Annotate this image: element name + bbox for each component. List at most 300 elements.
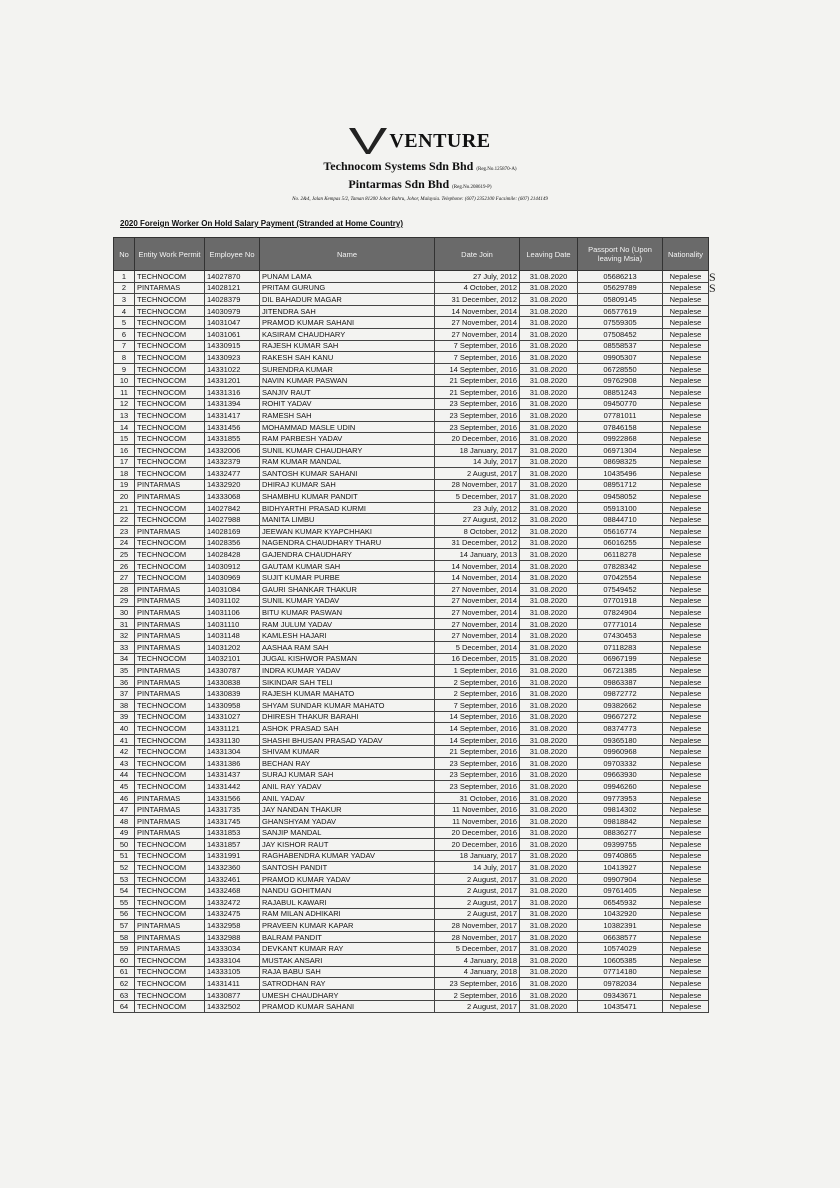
cell-passport-no: 10413927 bbox=[578, 862, 663, 874]
table-row bbox=[114, 421, 709, 433]
cell-leaving-date: 31.08.2020 bbox=[520, 595, 578, 607]
cell-passport-no: 09399755 bbox=[578, 839, 663, 851]
cell-nationality: Nepalese bbox=[663, 630, 709, 642]
cell-no: 37 bbox=[114, 688, 135, 700]
cell-leaving-date: 31.08.2020 bbox=[520, 421, 578, 433]
cell-name: PRAMOD KUMAR SAHANI bbox=[260, 1001, 435, 1013]
col-header-name: Name bbox=[260, 238, 435, 271]
cell-no: 23 bbox=[114, 526, 135, 538]
cell-leaving-date: 31.08.2020 bbox=[520, 352, 578, 364]
table-row bbox=[114, 398, 709, 410]
cell-nationality: Nepalese bbox=[663, 491, 709, 503]
cell-name: MUSTAK ANSARI bbox=[260, 955, 435, 967]
cell-no: 27 bbox=[114, 572, 135, 584]
table-row bbox=[114, 468, 709, 480]
cell-date-join: 23 September, 2016 bbox=[435, 398, 520, 410]
cell-passport-no: 06967199 bbox=[578, 653, 663, 665]
cell-date-join: 2 September, 2016 bbox=[435, 676, 520, 688]
cell-leaving-date: 31.08.2020 bbox=[520, 873, 578, 885]
cell-nationality: Nepalese bbox=[663, 421, 709, 433]
cell-leaving-date: 31.08.2020 bbox=[520, 885, 578, 897]
cell-no: 3 bbox=[114, 294, 135, 306]
table-row bbox=[114, 699, 709, 711]
cell-name: NAVIN KUMAR PASWAN bbox=[260, 375, 435, 387]
cell-nationality: Nepalese bbox=[663, 653, 709, 665]
cell-no: 7 bbox=[114, 340, 135, 352]
cell-employee-no: 14331201 bbox=[205, 375, 260, 387]
cell-leaving-date: 31.08.2020 bbox=[520, 908, 578, 920]
cell-leaving-date: 31.08.2020 bbox=[520, 769, 578, 781]
cell-passport-no: 06545932 bbox=[578, 897, 663, 909]
cell-name: RAMESH SAH bbox=[260, 410, 435, 422]
cell-entity: TECHNOCOM bbox=[135, 398, 205, 410]
cell-nationality: Nepalese bbox=[663, 839, 709, 851]
cell-entity: TECHNOCOM bbox=[135, 989, 205, 1001]
cell-name: SANJIV RAUT bbox=[260, 386, 435, 398]
cell-nationality: Nepalese bbox=[663, 792, 709, 804]
cell-employee-no: 14031102 bbox=[205, 595, 260, 607]
cell-employee-no: 14027988 bbox=[205, 514, 260, 526]
cell-no: 42 bbox=[114, 746, 135, 758]
cell-no: 5 bbox=[114, 317, 135, 329]
cell-nationality: Nepalese bbox=[663, 479, 709, 491]
table-row bbox=[114, 653, 709, 665]
cell-nationality: Nepalese bbox=[663, 386, 709, 398]
cell-entity: TECHNOCOM bbox=[135, 328, 205, 340]
cell-passport-no: 09960968 bbox=[578, 746, 663, 758]
table-row bbox=[114, 328, 709, 340]
cell-entity: TECHNOCOM bbox=[135, 305, 205, 317]
cell-nationality: Nepalese bbox=[663, 920, 709, 932]
cell-employee-no: 14331735 bbox=[205, 804, 260, 816]
cell-name: RAJA BABU SAH bbox=[260, 966, 435, 978]
cell-employee-no: 14332461 bbox=[205, 873, 260, 885]
cell-entity: TECHNOCOM bbox=[135, 560, 205, 572]
cell-date-join: 2 August, 2017 bbox=[435, 908, 520, 920]
cell-leaving-date: 31.08.2020 bbox=[520, 584, 578, 596]
cell-nationality: Nepalese bbox=[663, 294, 709, 306]
company-1-name: Technocom Systems Sdn Bhd bbox=[323, 159, 474, 173]
cell-no: 49 bbox=[114, 827, 135, 839]
cell-passport-no: 08851243 bbox=[578, 386, 663, 398]
cell-passport-no: 06577619 bbox=[578, 305, 663, 317]
cell-employee-no: 14331316 bbox=[205, 386, 260, 398]
cell-passport-no: 09382662 bbox=[578, 699, 663, 711]
cell-date-join: 27 November, 2014 bbox=[435, 328, 520, 340]
cell-passport-no: 07042554 bbox=[578, 572, 663, 584]
table-header-row bbox=[114, 238, 709, 271]
cell-date-join: 7 September, 2016 bbox=[435, 352, 520, 364]
cell-name: SHASHI BHUSAN PRASAD YADAV bbox=[260, 734, 435, 746]
cell-passport-no: 07828342 bbox=[578, 560, 663, 572]
cell-date-join: 27 November, 2014 bbox=[435, 317, 520, 329]
cell-passport-no: 09773953 bbox=[578, 792, 663, 804]
company-address: No. 2&4, Jalan Kempas 5/2, Taman 81200 Johor Bahru, Johor, Malaysia. Telephone: (607) 2352100 Facsimile: (607) 2144149 bbox=[292, 197, 548, 202]
cell-nationality: Nepalese bbox=[663, 317, 709, 329]
cell-entity: TECHNOCOM bbox=[135, 711, 205, 723]
cell-passport-no: 07846158 bbox=[578, 421, 663, 433]
cell-date-join: 5 December, 2017 bbox=[435, 491, 520, 503]
cell-entity: PINTARMAS bbox=[135, 827, 205, 839]
cell-passport-no: 05809145 bbox=[578, 294, 663, 306]
cell-date-join: 2 August, 2017 bbox=[435, 1001, 520, 1013]
cell-leaving-date: 31.08.2020 bbox=[520, 804, 578, 816]
cell-entity: TECHNOCOM bbox=[135, 514, 205, 526]
cell-name: SHIVAM KUMAR bbox=[260, 746, 435, 758]
table-row bbox=[114, 572, 709, 584]
cell-employee-no: 14028121 bbox=[205, 282, 260, 294]
cell-date-join: 27 November, 2014 bbox=[435, 618, 520, 630]
cell-name: ANIL YADAV bbox=[260, 792, 435, 804]
col-header-entity: Entity Work Permit bbox=[135, 238, 205, 271]
cell-no: 10 bbox=[114, 375, 135, 387]
cell-name: GAJENDRA CHAUDHARY bbox=[260, 549, 435, 561]
cell-leaving-date: 31.08.2020 bbox=[520, 340, 578, 352]
table-row bbox=[114, 271, 709, 283]
cell-no: 9 bbox=[114, 363, 135, 375]
cell-name: PRAMOD KUMAR YADAV bbox=[260, 873, 435, 885]
cell-date-join: 23 September, 2016 bbox=[435, 978, 520, 990]
cell-date-join: 27 November, 2014 bbox=[435, 607, 520, 619]
cell-passport-no: 09450770 bbox=[578, 398, 663, 410]
cell-no: 28 bbox=[114, 584, 135, 596]
cell-no: 45 bbox=[114, 781, 135, 793]
cell-leaving-date: 31.08.2020 bbox=[520, 931, 578, 943]
table-row bbox=[114, 363, 709, 375]
cell-employee-no: 14331386 bbox=[205, 757, 260, 769]
cell-employee-no: 14331456 bbox=[205, 421, 260, 433]
table-row bbox=[114, 920, 709, 932]
cell-entity: PINTARMAS bbox=[135, 676, 205, 688]
cell-leaving-date: 31.08.2020 bbox=[520, 398, 578, 410]
cell-name: MANITA LIMBU bbox=[260, 514, 435, 526]
cell-name: DHIRAJ KUMAR SAH bbox=[260, 479, 435, 491]
cell-entity: TECHNOCOM bbox=[135, 317, 205, 329]
cell-nationality: Nepalese bbox=[663, 723, 709, 735]
cell-employee-no: 14330787 bbox=[205, 665, 260, 677]
cell-date-join: 14 September, 2016 bbox=[435, 734, 520, 746]
cell-nationality: Nepalese bbox=[663, 618, 709, 630]
cell-entity: PINTARMAS bbox=[135, 815, 205, 827]
cell-nationality: Nepalese bbox=[663, 502, 709, 514]
cell-passport-no: 09458052 bbox=[578, 491, 663, 503]
cell-nationality: Nepalese bbox=[663, 699, 709, 711]
cell-passport-no: 07771014 bbox=[578, 618, 663, 630]
cell-name: SURAJ KUMAR SAH bbox=[260, 769, 435, 781]
cell-no: 60 bbox=[114, 955, 135, 967]
cell-passport-no: 10435496 bbox=[578, 468, 663, 480]
cell-name: ASHOK PRASAD SAH bbox=[260, 723, 435, 735]
cell-no: 17 bbox=[114, 456, 135, 468]
cell-employee-no: 14331304 bbox=[205, 746, 260, 758]
cell-passport-no: 09922868 bbox=[578, 433, 663, 445]
cell-leaving-date: 31.08.2020 bbox=[520, 920, 578, 932]
cell-nationality: Nepalese bbox=[663, 572, 709, 584]
table-row bbox=[114, 502, 709, 514]
cell-no: 63 bbox=[114, 989, 135, 1001]
cell-nationality: Nepalese bbox=[663, 584, 709, 596]
cell-entity: PINTARMAS bbox=[135, 526, 205, 538]
cell-passport-no: 08951712 bbox=[578, 479, 663, 491]
cell-date-join: 18 January, 2017 bbox=[435, 850, 520, 862]
cell-nationality: Nepalese bbox=[663, 862, 709, 874]
cell-passport-no: 06638577 bbox=[578, 931, 663, 943]
cell-entity: TECHNOCOM bbox=[135, 723, 205, 735]
cell-entity: TECHNOCOM bbox=[135, 502, 205, 514]
cell-entity: TECHNOCOM bbox=[135, 885, 205, 897]
table-row bbox=[114, 491, 709, 503]
cell-no: 21 bbox=[114, 502, 135, 514]
cell-employee-no: 14030969 bbox=[205, 572, 260, 584]
cell-passport-no: 10432920 bbox=[578, 908, 663, 920]
cell-entity: PINTARMAS bbox=[135, 584, 205, 596]
cell-date-join: 2 August, 2017 bbox=[435, 873, 520, 885]
cell-leaving-date: 31.08.2020 bbox=[520, 479, 578, 491]
cell-no: 38 bbox=[114, 699, 135, 711]
cell-name: DEVKANT KUMAR RAY bbox=[260, 943, 435, 955]
cell-leaving-date: 31.08.2020 bbox=[520, 386, 578, 398]
cell-employee-no: 14331853 bbox=[205, 827, 260, 839]
cell-nationality: Nepalese bbox=[663, 815, 709, 827]
cell-date-join: 14 September, 2016 bbox=[435, 363, 520, 375]
cell-date-join: 5 December, 2017 bbox=[435, 943, 520, 955]
table-row bbox=[114, 549, 709, 561]
cell-no: 47 bbox=[114, 804, 135, 816]
cell-name: JAY KISHOR RAUT bbox=[260, 839, 435, 851]
cell-passport-no: 05629789 bbox=[578, 282, 663, 294]
margin-mark: S bbox=[709, 281, 716, 295]
cell-nationality: Nepalese bbox=[663, 676, 709, 688]
cell-passport-no: 06721385 bbox=[578, 665, 663, 677]
cell-date-join: 27 July, 2012 bbox=[435, 271, 520, 283]
table-row bbox=[114, 804, 709, 816]
cell-leaving-date: 31.08.2020 bbox=[520, 526, 578, 538]
col-header-employee-no: Employee No bbox=[205, 238, 260, 271]
cell-entity: TECHNOCOM bbox=[135, 850, 205, 862]
cell-passport-no: 06728550 bbox=[578, 363, 663, 375]
table-row bbox=[114, 352, 709, 364]
cell-no: 20 bbox=[114, 491, 135, 503]
cell-passport-no: 09740865 bbox=[578, 850, 663, 862]
cell-entity: TECHNOCOM bbox=[135, 386, 205, 398]
cell-employee-no: 14028428 bbox=[205, 549, 260, 561]
cell-nationality: Nepalese bbox=[663, 560, 709, 572]
cell-passport-no: 06118278 bbox=[578, 549, 663, 561]
cell-name: SATRODHAN RAY bbox=[260, 978, 435, 990]
company-1-reg: (Reg.No.125870-A) bbox=[476, 167, 517, 172]
cell-no: 59 bbox=[114, 943, 135, 955]
cell-entity: PINTARMAS bbox=[135, 630, 205, 642]
cell-date-join: 16 December, 2015 bbox=[435, 653, 520, 665]
cell-entity: TECHNOCOM bbox=[135, 955, 205, 967]
cell-name: ROHIT YADAV bbox=[260, 398, 435, 410]
cell-no: 13 bbox=[114, 410, 135, 422]
cell-no: 1 bbox=[114, 271, 135, 283]
cell-passport-no: 09761405 bbox=[578, 885, 663, 897]
document-title: 2020 Foreign Worker On Hold Salary Payment (Stranded at Home Country) bbox=[120, 219, 404, 228]
cell-passport-no: 09782034 bbox=[578, 978, 663, 990]
cell-employee-no: 14332379 bbox=[205, 456, 260, 468]
cell-leaving-date: 31.08.2020 bbox=[520, 433, 578, 445]
cell-no: 15 bbox=[114, 433, 135, 445]
cell-nationality: Nepalese bbox=[663, 804, 709, 816]
cell-date-join: 27 November, 2014 bbox=[435, 595, 520, 607]
cell-name: SUNIL KUMAR YADAV bbox=[260, 595, 435, 607]
cell-name: RAM JULUM YADAV bbox=[260, 618, 435, 630]
cell-passport-no: 08836277 bbox=[578, 827, 663, 839]
cell-name: NANDU GOHITMAN bbox=[260, 885, 435, 897]
cell-name: JAY NANDAN THAKUR bbox=[260, 804, 435, 816]
cell-entity: TECHNOCOM bbox=[135, 444, 205, 456]
cell-employee-no: 14333104 bbox=[205, 955, 260, 967]
cell-employee-no: 14331857 bbox=[205, 839, 260, 851]
cell-passport-no: 06971304 bbox=[578, 444, 663, 456]
cell-passport-no: 10435471 bbox=[578, 1001, 663, 1013]
cell-no: 30 bbox=[114, 607, 135, 619]
cell-leaving-date: 31.08.2020 bbox=[520, 514, 578, 526]
cell-leaving-date: 31.08.2020 bbox=[520, 850, 578, 862]
cell-no: 8 bbox=[114, 352, 135, 364]
table-body bbox=[114, 271, 709, 1013]
cell-leaving-date: 31.08.2020 bbox=[520, 642, 578, 654]
cell-date-join: 28 November, 2017 bbox=[435, 479, 520, 491]
company-2-reg: (Reg.No.208619-P) bbox=[452, 185, 492, 190]
cell-leaving-date: 31.08.2020 bbox=[520, 317, 578, 329]
cell-nationality: Nepalese bbox=[663, 282, 709, 294]
cell-entity: TECHNOCOM bbox=[135, 549, 205, 561]
cell-leaving-date: 31.08.2020 bbox=[520, 676, 578, 688]
cell-nationality: Nepalese bbox=[663, 908, 709, 920]
table-row bbox=[114, 885, 709, 897]
cell-entity: PINTARMAS bbox=[135, 804, 205, 816]
cell-date-join: 14 November, 2014 bbox=[435, 572, 520, 584]
cell-name: GAUTAM KUMAR SAH bbox=[260, 560, 435, 572]
cell-name: BALRAM PANDIT bbox=[260, 931, 435, 943]
cell-no: 58 bbox=[114, 931, 135, 943]
cell-passport-no: 09762908 bbox=[578, 375, 663, 387]
table-row bbox=[114, 514, 709, 526]
cell-name: JITENDRA SAH bbox=[260, 305, 435, 317]
cell-nationality: Nepalese bbox=[663, 734, 709, 746]
cell-entity: PINTARMAS bbox=[135, 282, 205, 294]
cell-leaving-date: 31.08.2020 bbox=[520, 955, 578, 967]
cell-name: UMESH CHAUDHARY bbox=[260, 989, 435, 1001]
cell-leaving-date: 31.08.2020 bbox=[520, 862, 578, 874]
cell-name: GHANSHYAM YADAV bbox=[260, 815, 435, 827]
cell-nationality: Nepalese bbox=[663, 827, 709, 839]
cell-passport-no: 05686213 bbox=[578, 271, 663, 283]
cell-passport-no: 07714180 bbox=[578, 966, 663, 978]
cell-date-join: 14 January, 2013 bbox=[435, 549, 520, 561]
table-row bbox=[114, 456, 709, 468]
company-logo bbox=[349, 128, 490, 154]
cell-leaving-date: 31.08.2020 bbox=[520, 989, 578, 1001]
cell-employee-no: 14331745 bbox=[205, 815, 260, 827]
table-row bbox=[114, 781, 709, 793]
cell-passport-no: 09663930 bbox=[578, 769, 663, 781]
cell-entity: TECHNOCOM bbox=[135, 862, 205, 874]
cell-leaving-date: 31.08.2020 bbox=[520, 711, 578, 723]
cell-name: BIDHYARTHI PRASAD KURMI bbox=[260, 502, 435, 514]
cell-nationality: Nepalese bbox=[663, 363, 709, 375]
cell-passport-no: 08374773 bbox=[578, 723, 663, 735]
cell-passport-no: 09872772 bbox=[578, 688, 663, 700]
cell-leaving-date: 31.08.2020 bbox=[520, 665, 578, 677]
cell-no: 11 bbox=[114, 386, 135, 398]
cell-leaving-date: 31.08.2020 bbox=[520, 1001, 578, 1013]
table-row bbox=[114, 931, 709, 943]
cell-date-join: 4 January, 2018 bbox=[435, 955, 520, 967]
cell-employee-no: 14028356 bbox=[205, 537, 260, 549]
cell-employee-no: 14331991 bbox=[205, 850, 260, 862]
table-row bbox=[114, 444, 709, 456]
cell-nationality: Nepalese bbox=[663, 688, 709, 700]
cell-name: BITU KUMAR PASWAN bbox=[260, 607, 435, 619]
table-row bbox=[114, 584, 709, 596]
cell-passport-no: 05616774 bbox=[578, 526, 663, 538]
cell-name: SANJIP MANDAL bbox=[260, 827, 435, 839]
cell-employee-no: 14332475 bbox=[205, 908, 260, 920]
cell-employee-no: 14031047 bbox=[205, 317, 260, 329]
cell-passport-no: 10574029 bbox=[578, 943, 663, 955]
cell-passport-no: 09343671 bbox=[578, 989, 663, 1001]
cell-employee-no: 14331394 bbox=[205, 398, 260, 410]
cell-date-join: 31 October, 2016 bbox=[435, 792, 520, 804]
table-row bbox=[114, 711, 709, 723]
cell-employee-no: 14332502 bbox=[205, 1001, 260, 1013]
cell-name: RAJESH KUMAR MAHATO bbox=[260, 688, 435, 700]
cell-leaving-date: 31.08.2020 bbox=[520, 560, 578, 572]
cell-date-join: 23 September, 2016 bbox=[435, 757, 520, 769]
cell-date-join: 7 September, 2016 bbox=[435, 699, 520, 711]
cell-employee-no: 14331130 bbox=[205, 734, 260, 746]
cell-no: 34 bbox=[114, 653, 135, 665]
cell-no: 55 bbox=[114, 897, 135, 909]
cell-nationality: Nepalese bbox=[663, 328, 709, 340]
cell-no: 33 bbox=[114, 642, 135, 654]
cell-employee-no: 14028379 bbox=[205, 294, 260, 306]
cell-employee-no: 14027870 bbox=[205, 271, 260, 283]
cell-nationality: Nepalese bbox=[663, 305, 709, 317]
cell-entity: TECHNOCOM bbox=[135, 839, 205, 851]
cell-entity: TECHNOCOM bbox=[135, 769, 205, 781]
cell-employee-no: 14332006 bbox=[205, 444, 260, 456]
cell-nationality: Nepalese bbox=[663, 514, 709, 526]
cell-entity: PINTARMAS bbox=[135, 688, 205, 700]
cell-date-join: 23 September, 2016 bbox=[435, 421, 520, 433]
table-row bbox=[114, 526, 709, 538]
cell-employee-no: 14331442 bbox=[205, 781, 260, 793]
cell-employee-no: 14030979 bbox=[205, 305, 260, 317]
cell-nationality: Nepalese bbox=[663, 711, 709, 723]
cell-employee-no: 14332468 bbox=[205, 885, 260, 897]
cell-date-join: 14 July, 2017 bbox=[435, 456, 520, 468]
cell-entity: PINTARMAS bbox=[135, 479, 205, 491]
table-row bbox=[114, 897, 709, 909]
cell-entity: PINTARMAS bbox=[135, 943, 205, 955]
cell-no: 57 bbox=[114, 920, 135, 932]
cell-date-join: 14 September, 2016 bbox=[435, 711, 520, 723]
cell-no: 14 bbox=[114, 421, 135, 433]
cell-date-join: 14 November, 2014 bbox=[435, 305, 520, 317]
cell-date-join: 21 September, 2016 bbox=[435, 746, 520, 758]
cell-employee-no: 14032101 bbox=[205, 653, 260, 665]
cell-date-join: 31 December, 2012 bbox=[435, 294, 520, 306]
cell-passport-no: 10605385 bbox=[578, 955, 663, 967]
table-row bbox=[114, 815, 709, 827]
col-header-date-join: Date Join bbox=[435, 238, 520, 271]
cell-passport-no: 07430453 bbox=[578, 630, 663, 642]
